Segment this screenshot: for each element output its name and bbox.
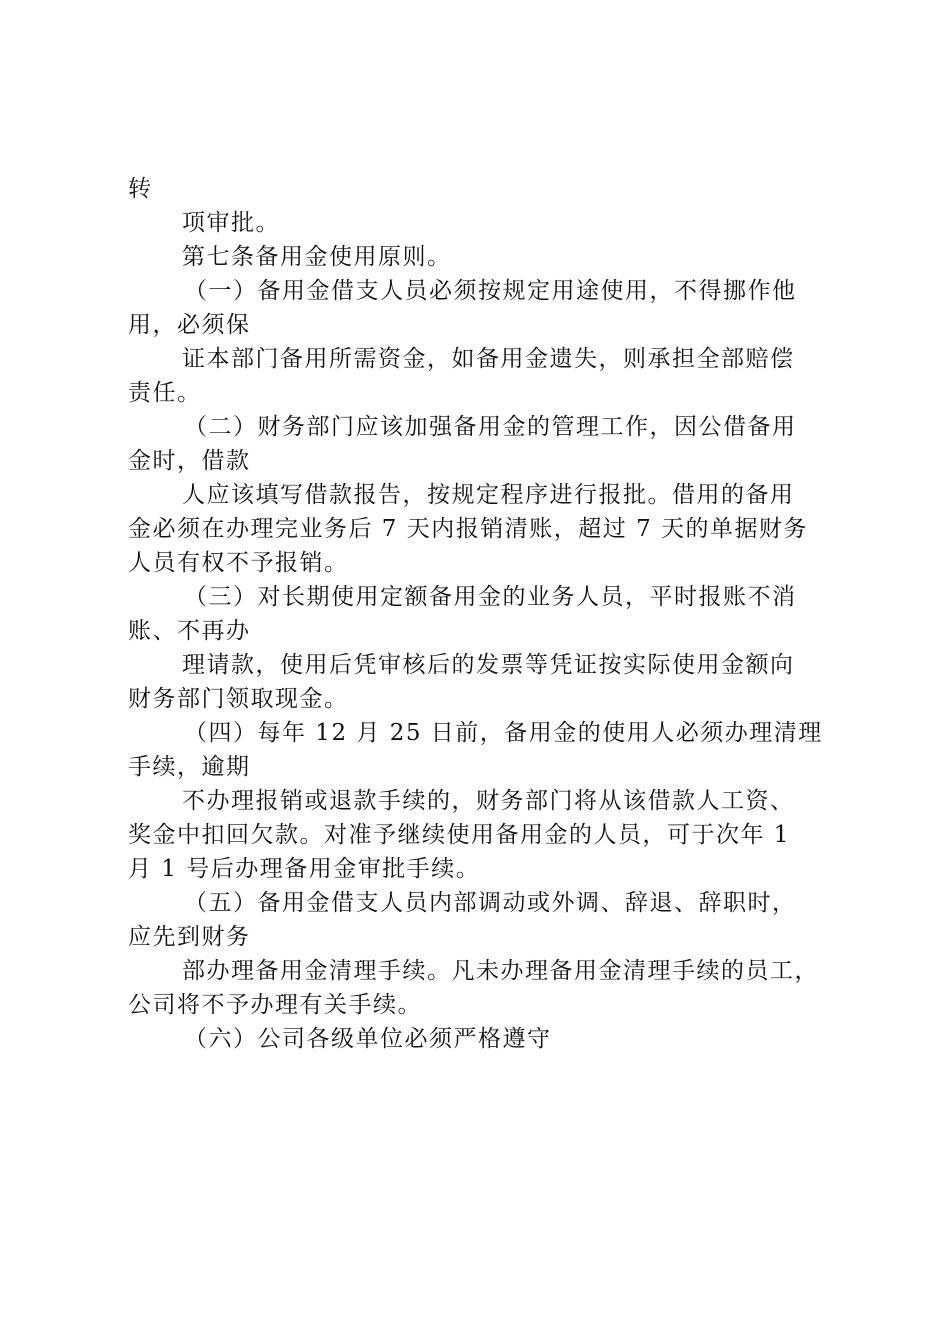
text-line: 人员有权不予报销。 (128, 550, 349, 576)
text-line: 账、不再办 (128, 618, 251, 644)
text-line: （二）财务部门应该加强备用金的管理工作，因公借备用 (184, 414, 797, 440)
text-line: 公司将不予办理有关手续。 (128, 992, 422, 1018)
text-line: 不办理报销或退款手续的，财务部门将从该借款人工资、 (182, 788, 795, 814)
text-line: 应先到财务 (128, 924, 251, 950)
text-line: 第七条备用金使用原则。 (182, 244, 452, 270)
text-line: 证本部门备用所需资金，如备用金遗失，则承担全部赔偿 (182, 346, 795, 372)
text-line: 用，必须保 (128, 312, 251, 338)
text-line: 人应该填写借款报告，按规定程序进行报批。借用的备用 (182, 482, 795, 508)
text-line: （三）对长期使用定额备用金的业务人员，平时报账不消 (184, 584, 797, 610)
text-line: 月 1 号后办理备用金审批手续。 (128, 856, 481, 882)
text-line: （四）每年 12 月 25 日前，备用金的使用人必须办理清理 (184, 720, 823, 746)
text-line: （五）备用金借支人员内部调动或外调、辞退、辞职时， (184, 890, 797, 916)
text-line: （一）备用金借支人员必须按规定用途使用，不得挪作他 (184, 278, 797, 304)
text-line: 转 (128, 176, 153, 202)
text-line: 理请款，使用后凭审核后的发票等凭证按实际使用金额向 (182, 652, 795, 678)
text-line: （六）公司各级单位必须严格遵守 (184, 1026, 552, 1052)
text-line: 财务部门领取现金。 (128, 686, 349, 712)
text-line: 奖金中扣回欠款。对准予继续使用备用金的人员，可于次年 1 (128, 822, 790, 848)
text-line: 金时，借款 (128, 448, 251, 474)
text-line: 金必须在办理完业务后 7 天内报销清账，超过 7 天的单据财务 (128, 516, 809, 542)
text-line: 手续，逾期 (128, 754, 251, 780)
document-body (128, 172, 838, 1056)
text-line: 部办理备用金清理手续。凡未办理备用金清理手续的员工， (182, 958, 819, 984)
text-line: 项审批。 (182, 210, 280, 236)
text-line: 责任。 (128, 380, 202, 406)
